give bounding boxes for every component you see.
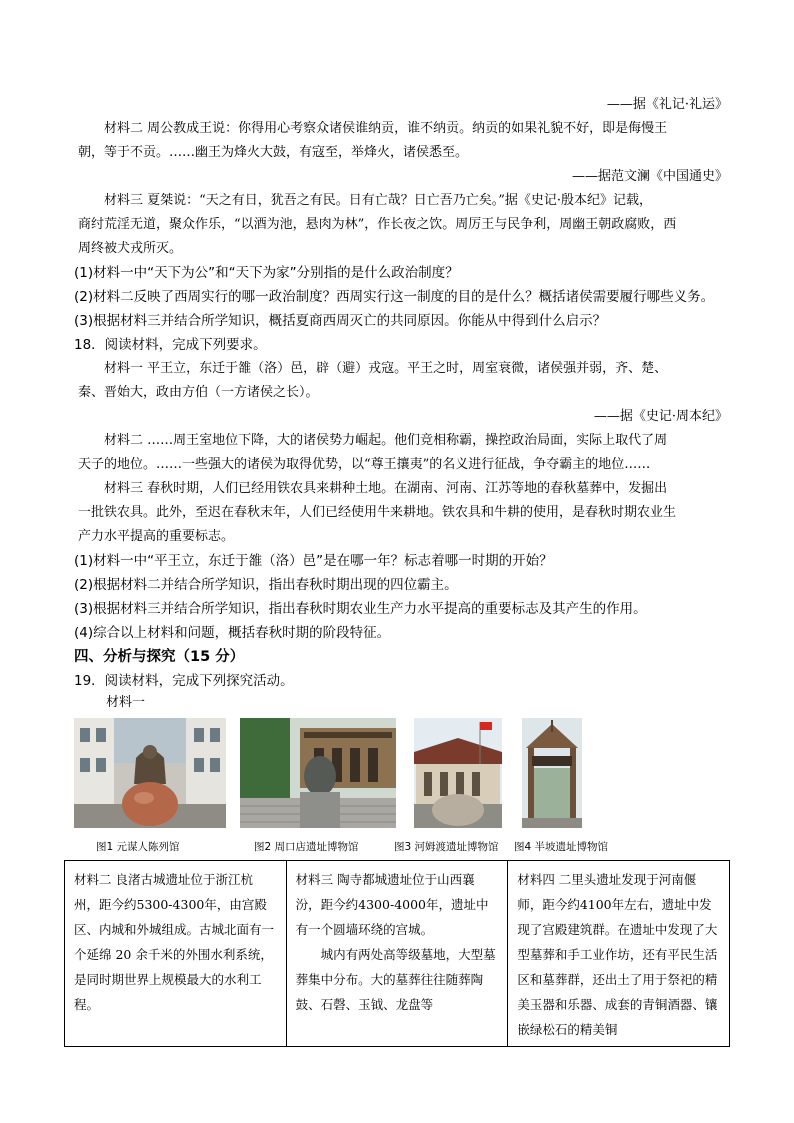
material-1-label: 材料一	[106, 695, 146, 710]
material-3-text: 材料三 夏桀说：“天之有日，犹吾之有民。日有亡哉？日亡吾乃亡矣。”据《史记·殷本纪》记载，	[104, 193, 653, 208]
material-4-content: 材料四 二里头遗址发现于河南偃师，距今约4100年左右，遗址中发现了宫殿建筑群。在遗址中发现了大型墓葬和手工业作坊，还有平民生活区和墓葬群，还出土了用于祭祀的精美玉器和乐器、成套的青铜酒器、镶嵌绿松石的精美铜	[517, 872, 718, 1037]
photo-hemudu-museum	[414, 718, 502, 828]
material-2-text-cont: 朝，等于不贡。……幽王为烽火大鼓，有寇至，举烽火，诸侯悉至。	[78, 145, 469, 160]
question-18-2: (2)根据材料二并结合所学知识，指出春秋时期出现的四位霸主。	[74, 577, 458, 593]
q18-material-2-cont: 天子的地位。……一些强大的诸侯为取得优势，以“尊王攘夷”的名义进行征战，争夺霸主的地位……	[78, 457, 651, 472]
q18-material-1: 材料一 平王立，东迁于雒（洛）邑，辟（避）戎寇。平王之时，周室衰微，诸侯强并弱，齐、楚、	[104, 361, 668, 376]
question-19-title: 19．阅读材料，完成下列探究活动。	[74, 673, 294, 689]
q18-material-3: 材料三 春秋时期，人们已经用铁农具来耕种土地。在湖南、河南、江苏等地的春秋墓葬中，发掘出	[104, 481, 668, 496]
photo-zhoukoudian-museum	[240, 718, 396, 828]
material-2-content: 材料二 良渚古城遗址位于浙江杭州，距今约5300-4300年，由宫殿区、内城和外城组成。古城北面有一个延绵 20 余千米的外围水利系统，是同时期世界上规模最大的水利工程。	[74, 872, 275, 1012]
source-liji: ——据《礼记·礼运》	[606, 97, 728, 112]
q18-material-1-cont: 秦、晋始大，政由方伯（一方诸侯之长）。	[78, 385, 319, 400]
q18-material-2: 材料二 ……周王室地位下降，大的诸侯势力崛起。他们竞相称霸，操控政治局面，实际上取代了周	[104, 433, 668, 448]
section-heading: 四、分析与探究（15 分）	[74, 649, 245, 665]
materials-table	[64, 860, 730, 1047]
question-18-title: 18．阅读材料，完成下列要求。	[74, 337, 267, 353]
question-17-2: (2)材料二反映了西周实行的哪一政治制度？西周实行这一制度的目的是什么？概括诸侯需要履行哪些义务。	[74, 289, 715, 305]
material-2-cell	[65, 861, 287, 1047]
material-3-text-cont: 商纣荒淫无道，聚众作乐，“以酒为池，悬肉为林”，作长夜之饮。周厉王与民争利，周幽王朝政腐败，西	[78, 217, 677, 232]
caption-fig1: 图1 元谋人陈列馆	[96, 841, 180, 853]
question-18-4: (4)综合以上材料和问题，概括春秋时期的阶段特征。	[74, 625, 391, 641]
source-shiji: ——据《史记·周本纪》	[593, 409, 728, 424]
caption-fig2: 图2 周口店遗址博物馆	[254, 841, 359, 853]
question-18-1: (1)材料一中“平王立，东迁于雒（洛）邑”是在哪一年？标志着哪一时期的开始？	[74, 553, 553, 569]
caption-fig3: 图3 河姆渡遗址博物馆	[394, 841, 499, 853]
question-17-1: (1)材料一中“天下为公”和“天下为家”分别指的是什么政治制度？	[74, 265, 459, 281]
material-4-cell	[508, 861, 730, 1047]
q18-material-3-cont: 一批铁农具。此外，至迟在春秋末年，人们已经使用牛来耕地。铁农具和牛耕的使用，是春秋时期农业生	[78, 505, 677, 520]
question-18-3: (3)根据材料三并结合所学知识，指出春秋时期农业生产力水平提高的重要标志及其产生的作用。	[74, 601, 647, 617]
material-2-text: 材料二 周公教成王说：你得用心考察众诸侯谁纳贡，谁不纳贡。纳贡的如果礼貌不好，即是侮慢王	[104, 121, 668, 136]
material-3-cell	[286, 861, 508, 1047]
source-tongshi: ——据范文澜《中国通史》	[571, 169, 728, 184]
q18-material-3-end: 产力水平提高的重要标志。	[78, 529, 235, 544]
photo-yuanmou-hall	[74, 718, 226, 828]
material-3-content: 材料三 陶寺都城遗址位于山西襄汾，距今约4300-4000年，遗址中有一个圆墙环绕的宫城。	[295, 872, 489, 937]
question-17-3: (3)根据材料三并结合所学知识，概括夏商西周灭亡的共同原因。你能从中得到什么启示？	[74, 313, 607, 329]
material-3-content-para2: 城内有两处高等级墓地，大型墓葬集中分布。大的墓葬往往随葬陶鼓、石磬、玉钺、龙盘等	[295, 947, 496, 1012]
material-3-text-end: 周终被犬戎所灭。	[78, 241, 183, 256]
photo-banpo-museum	[522, 718, 582, 828]
caption-fig4: 图4 半坡遗址博物馆	[514, 841, 609, 853]
